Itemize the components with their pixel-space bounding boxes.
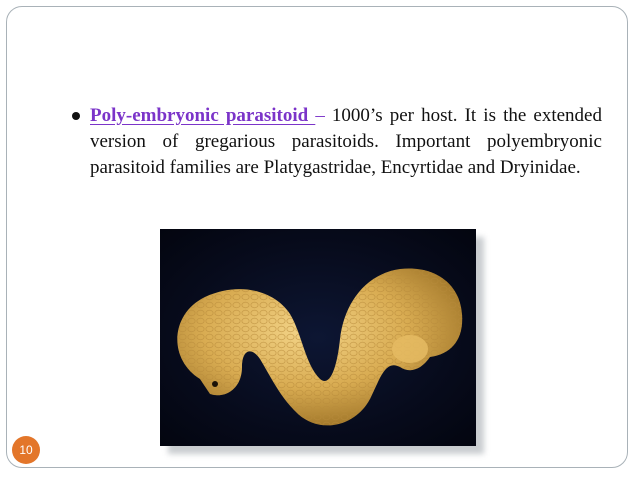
larva-image bbox=[160, 229, 476, 446]
slide-content bbox=[74, 103, 602, 181]
term-dash: – bbox=[315, 105, 325, 126]
page-number-badge: 10 bbox=[12, 436, 40, 464]
term-link[interactable]: Poly-embryonic parasitoid bbox=[90, 105, 316, 126]
bullet-text: 1000’s per host. It is the extended version of gregarious parasitoids. Important polyembryonic parasitoid families are Platygastridae, Encyrtidae and Dryinidae. bbox=[90, 105, 602, 178]
bullet-item bbox=[74, 103, 602, 181]
larva-illustration bbox=[160, 229, 476, 446]
bullet-icon bbox=[72, 112, 80, 120]
larva-photo bbox=[160, 229, 476, 446]
